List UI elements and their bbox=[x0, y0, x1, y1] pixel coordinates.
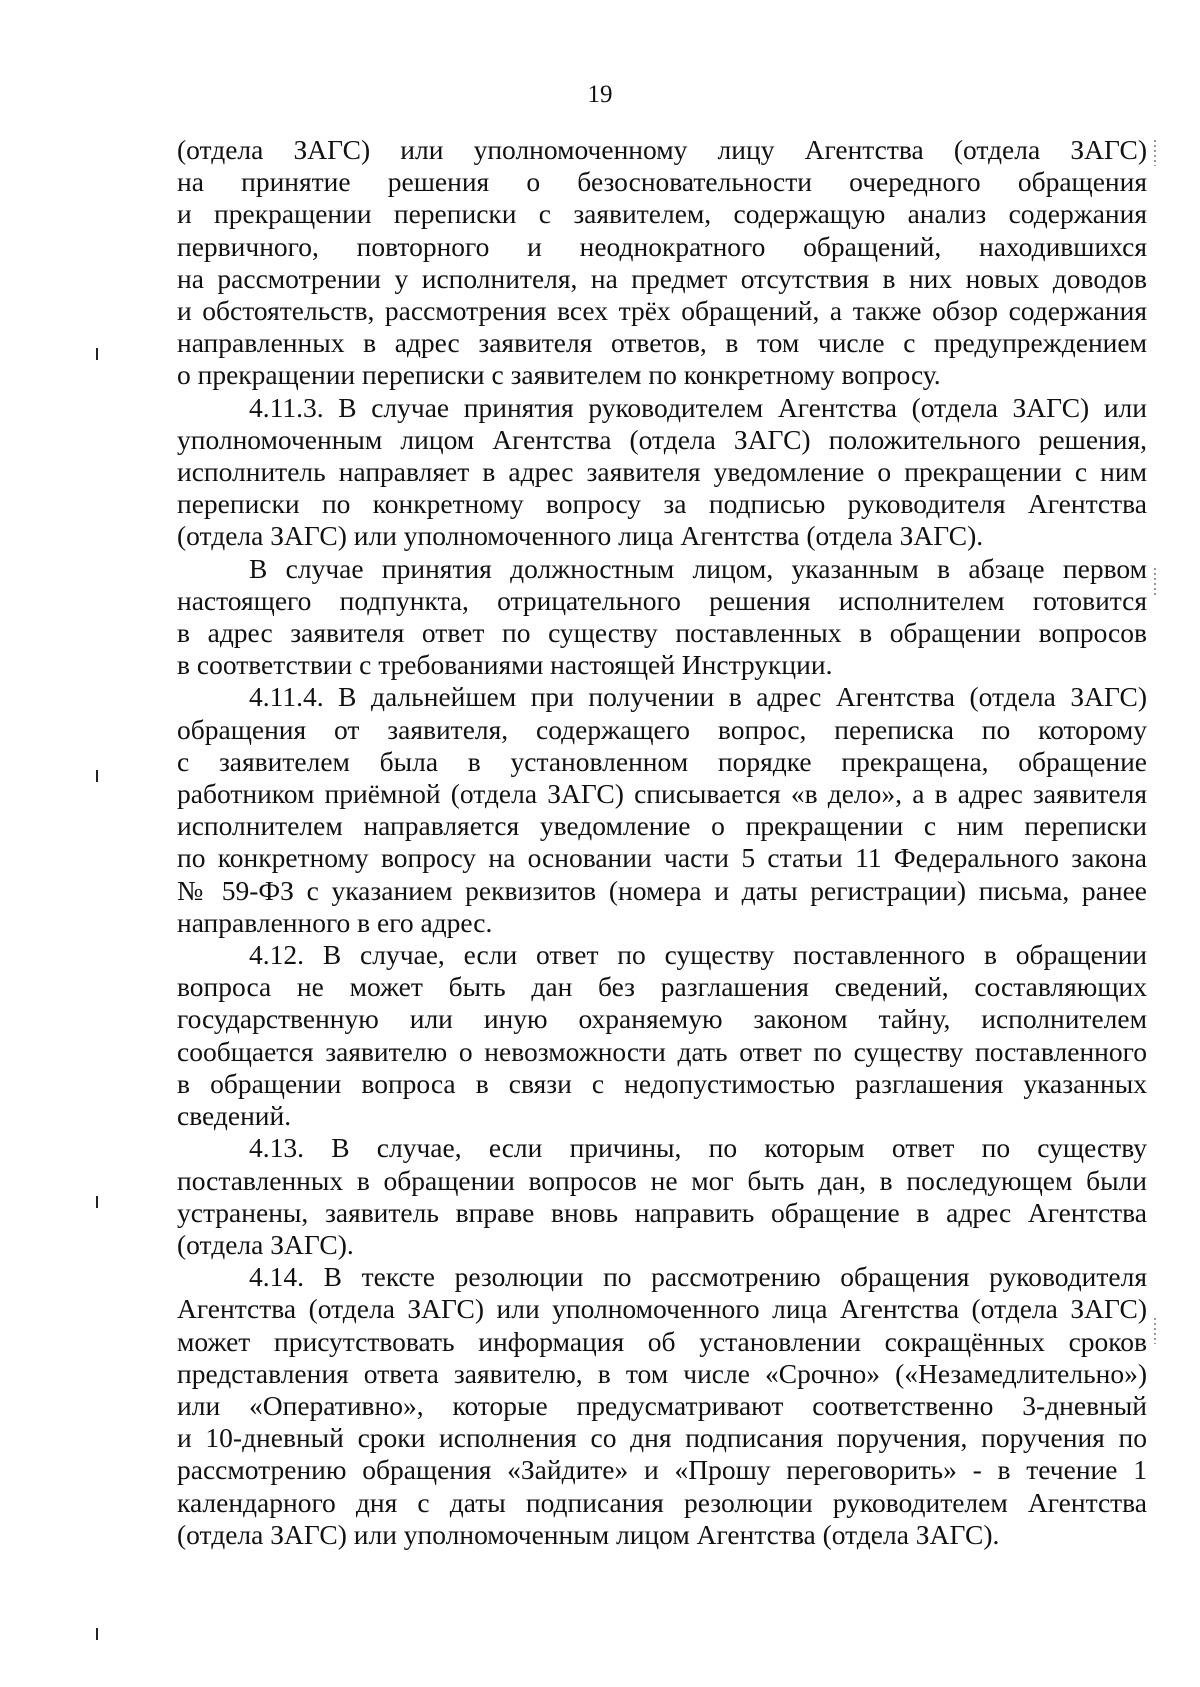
margin-mark bbox=[96, 1628, 98, 1640]
margin-mark bbox=[96, 1196, 98, 1208]
margin-mark bbox=[96, 348, 98, 360]
text-line: 4.12. В случае, если ответ по существу поставленного в обращении bbox=[249, 939, 1147, 971]
text-line: исполнителем направляется уведомление о прекращении с ним переписки bbox=[177, 810, 1147, 842]
text-line: (отдела ЗАГС) или уполномоченному лицу Агентства (отдела ЗАГС) bbox=[177, 134, 1147, 165]
text-line: уполномоченным лицом Агентства (отдела ЗАГС) положительного решения, bbox=[177, 423, 1147, 455]
paragraph bbox=[177, 1261, 1147, 1551]
text-line: В случае принятия должностным лицом, указанным в абзаце первом bbox=[249, 552, 1147, 584]
text-line: на принятие решения о безосновательности очередного обращения bbox=[177, 166, 1147, 198]
text-line: и обстоятельств, рассмотрения всех трёх обращений, а также обзор содержания bbox=[177, 295, 1147, 327]
edge-artifact bbox=[1154, 140, 1156, 166]
text-line: и 10-дневный сроки исполнения со дня подписания поручения, поручения по bbox=[177, 1422, 1147, 1454]
paragraph bbox=[177, 1132, 1147, 1261]
text-line: (отдела ЗАГС). bbox=[177, 1228, 354, 1260]
text-line: или «Оперативно», которые предусматривают соответственно 3-дневный bbox=[177, 1389, 1147, 1421]
text-line: может присутствовать информация об установлении сокращённых сроков bbox=[177, 1325, 1147, 1357]
text-line: вопроса не может быть дан без разглашения сведений, составляющих bbox=[177, 971, 1147, 1003]
text-line: № 59-ФЗ с указанием реквизитов (номера и даты регистрации) письма, ранее bbox=[177, 874, 1147, 906]
text-line: о прекращении переписки с заявителем по конкретному вопросу. bbox=[177, 359, 941, 391]
paragraph bbox=[177, 939, 1147, 1132]
text-line: 4.11.3. В случае принятия руководителем Агентства (отдела ЗАГС) или bbox=[249, 391, 1147, 423]
text-line: (отдела ЗАГС) или уполномоченного лица Агентства (отдела ЗАГС). bbox=[177, 520, 984, 552]
text-line: в соответствии с требованиями настоящей Инструкции. bbox=[177, 649, 833, 681]
edge-artifact bbox=[1154, 568, 1156, 596]
text-line: с заявителем была в установленном порядке прекращена, обращение bbox=[177, 745, 1147, 777]
text-line: направленных в адрес заявителя ответов, в том числе с предупреждением bbox=[177, 327, 1147, 359]
paragraph bbox=[177, 392, 1147, 553]
text-line: (отдела ЗАГС) или уполномоченным лицом Агентства (отдела ЗАГС). bbox=[177, 1518, 1000, 1550]
document-body bbox=[177, 134, 1147, 1551]
text-line: направленного в его адрес. bbox=[177, 906, 493, 938]
text-line: обращения от заявителя, содержащего вопрос, переписка по которому bbox=[177, 713, 1147, 745]
text-line: сведений. bbox=[177, 1100, 292, 1132]
text-line: исполнитель направляет в адрес заявителя уведомление о прекращении с ним bbox=[177, 456, 1147, 488]
text-line: поставленных в обращении вопросов не мог быть дан, в последующем были bbox=[177, 1164, 1147, 1196]
text-line: представления ответа заявителю, в том числе «Срочно» («Незамедлительно») bbox=[177, 1357, 1147, 1389]
text-line: на рассмотрении у исполнителя, на предмет отсутствия в них новых доводов bbox=[177, 262, 1147, 294]
text-line: 4.14. В тексте резолюции по рассмотрению обращения руководителя bbox=[249, 1261, 1147, 1293]
margin-mark bbox=[96, 770, 98, 782]
paragraph bbox=[177, 553, 1147, 682]
paragraph bbox=[177, 134, 1147, 392]
text-line: государственную или иную охраняемую законом тайну, исполнителем bbox=[177, 1003, 1147, 1035]
text-line: 4.11.4. В дальнейшем при получении в адрес Агентства (отдела ЗАГС) bbox=[249, 681, 1147, 713]
text-line: Агентства (отдела ЗАГС) или уполномоченного лица Агентства (отдела ЗАГС) bbox=[177, 1293, 1147, 1325]
text-line: в адрес заявителя ответ по существу поставленных в обращении вопросов bbox=[177, 617, 1147, 649]
text-line: сообщается заявителю о невозможности дать ответ по существу поставленного bbox=[177, 1035, 1147, 1067]
page-number: 19 bbox=[587, 81, 613, 108]
text-line: по конкретному вопросу на основании части 5 статьи 11 Федерального закона bbox=[177, 842, 1147, 874]
text-line: рассмотрению обращения «Зайдите» и «Прошу переговорить» - в течение 1 bbox=[177, 1454, 1147, 1486]
text-line: настоящего подпункта, отрицательного решения исполнителем готовится bbox=[177, 584, 1147, 616]
text-line: устранены, заявитель вправе вновь направить обращение в адрес Агентства bbox=[177, 1196, 1147, 1228]
text-line: первичного, повторного и неоднократного обращений, находившихся bbox=[177, 230, 1147, 262]
text-line: работником приёмной (отдела ЗАГС) списывается «в дело», а в адрес заявителя bbox=[177, 778, 1147, 810]
text-line: переписки по конкретному вопросу за подписью руководителя Агентства bbox=[177, 488, 1147, 520]
text-line: в обращении вопроса в связи с недопустимостью разглашения указанных bbox=[177, 1067, 1147, 1099]
text-line: и прекращении переписки с заявителем, содержащую анализ содержания bbox=[177, 198, 1147, 230]
edge-artifact bbox=[1154, 1318, 1156, 1344]
text-line: 4.13. В случае, если причины, по которым ответ по существу bbox=[249, 1132, 1147, 1164]
text-line: календарного дня с даты подписания резолюции руководителем Агентства bbox=[177, 1486, 1147, 1518]
paragraph bbox=[177, 681, 1147, 939]
